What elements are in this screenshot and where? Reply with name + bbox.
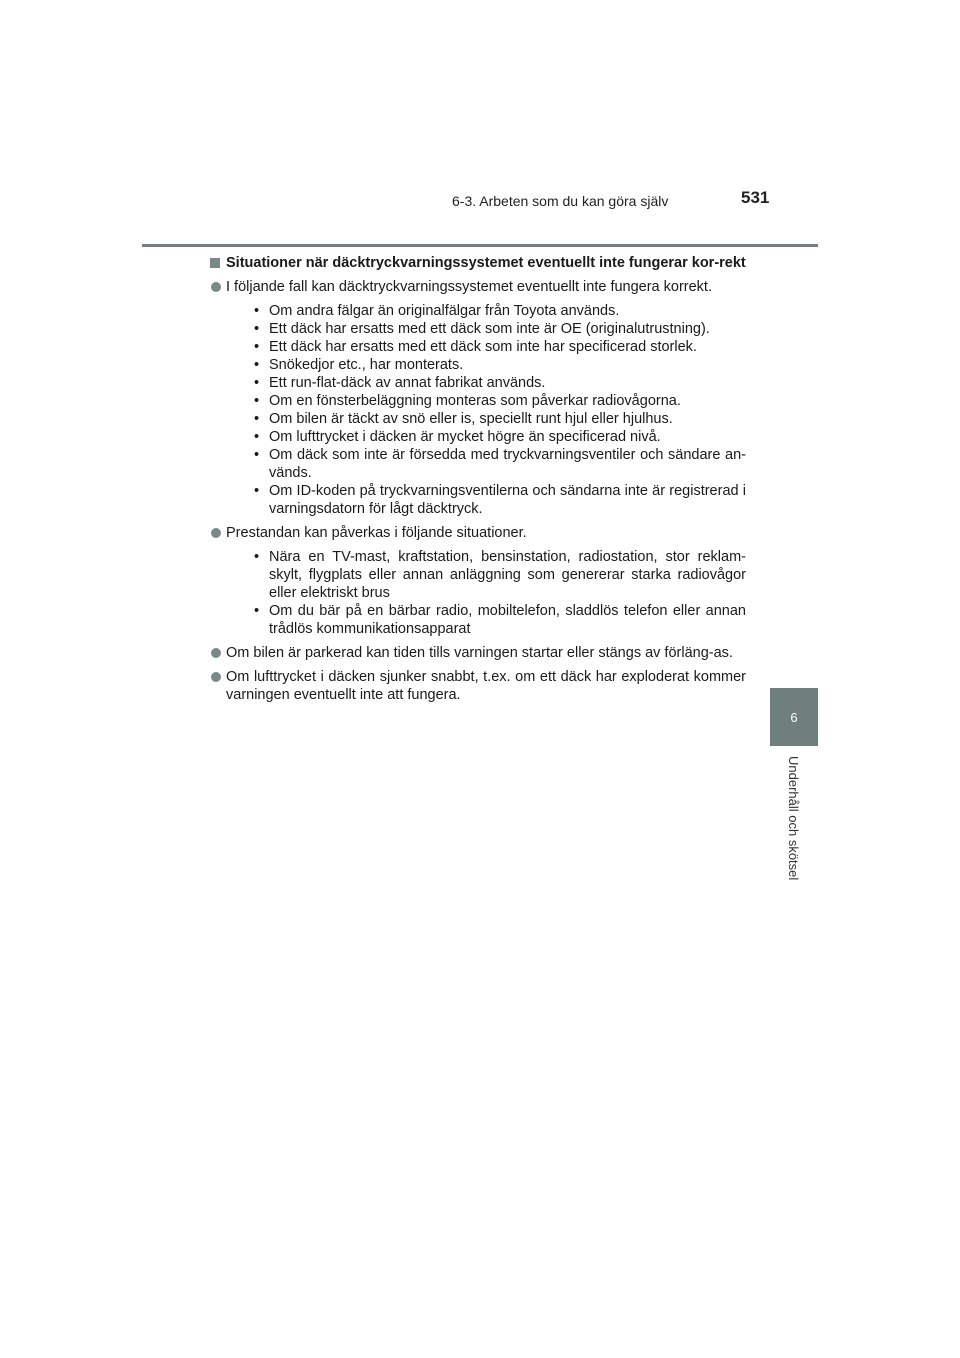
- dot-bullet-icon: •: [254, 303, 260, 319]
- sub-list-item: • Ett däck har ersatts med ett däck som inte har specificerad storlek.: [254, 339, 697, 355]
- dot-bullet-icon: •: [254, 357, 260, 373]
- circle-bullet-icon: [211, 282, 221, 292]
- circle-bullet-icon: [211, 648, 221, 658]
- list-item: [210, 644, 746, 662]
- sub-list-item: • Om bilen är täckt av snö eller is, speciellt runt hjul eller hjulhus.: [254, 411, 673, 427]
- circle-bullet-icon: [211, 672, 221, 682]
- chapter-tab: [770, 688, 818, 746]
- list-item: [210, 278, 746, 518]
- list-item: [210, 524, 746, 638]
- dot-bullet-icon: •: [254, 603, 260, 619]
- chapter-title: Underhåll och skötsel: [786, 756, 801, 881]
- sub-list-item: • Om en fönsterbeläggning monteras som påverkar radiovågorna.: [254, 393, 681, 409]
- section-heading: [210, 254, 746, 272]
- chapter-number: 6: [790, 709, 798, 725]
- sub-list-item: • Ett run-flat-däck av annat fabrikat används.: [254, 375, 546, 391]
- sub-list-item: • Om däck som inte är försedda med tryckvarningsventiler och sändare an-vänds.: [254, 447, 746, 481]
- sub-list: [226, 302, 746, 518]
- list-item-text: I följande fall kan däcktryckvarningssystemet eventuellt inte fungera korrekt.: [226, 279, 712, 295]
- sub-list-item: • Ett däck har ersatts med ett däck som inte är OE (originalutrustning).: [254, 321, 710, 337]
- dot-bullet-icon: •: [254, 321, 260, 337]
- sub-list-item: • Om andra fälgar än originalfälgar från Toyota används.: [254, 303, 620, 319]
- dot-bullet-icon: •: [254, 429, 260, 445]
- page-number: 531: [741, 188, 770, 207]
- section-heading-text: Situationer när däcktryckvarningssystemet eventuellt inte fungerar kor-rekt: [226, 255, 746, 271]
- dot-bullet-icon: •: [254, 483, 260, 499]
- sub-list-item: • Om ID-koden på tryckvarningsventilerna och sändarna inte är registrerad i varningsdatorn för lågt däcktryck.: [254, 483, 746, 517]
- section-title: 6-3. Arbeten som du kan göra själv: [452, 193, 669, 209]
- circle-bullet-icon: [211, 528, 221, 538]
- sub-list: [226, 548, 746, 638]
- header-divider: [142, 244, 818, 247]
- square-bullet-icon: [210, 258, 220, 268]
- list-item-text: Om bilen är parkerad kan tiden tills varningen startar eller stängs av förläng-as.: [226, 645, 733, 661]
- main-content: [210, 254, 746, 710]
- dot-bullet-icon: •: [254, 411, 260, 427]
- sub-list-item: • Nära en TV-mast, kraftstation, bensinstation, radiostation, stor reklam-skylt, flygplats eller annan anläggning som genererar starka radiovågor eller elektriskt brus: [254, 549, 746, 601]
- dot-bullet-icon: •: [254, 447, 260, 463]
- sub-list-item: • Om du bär på en bärbar radio, mobiltelefon, sladdlös telefon eller annan trådlös kommunikationsapparat: [254, 603, 746, 637]
- sub-list-item: • Snökedjor etc., har monterats.: [254, 357, 464, 373]
- dot-bullet-icon: •: [254, 393, 260, 409]
- list-item-text: Om lufttrycket i däcken sjunker snabbt, t.ex. om ett däck har exploderat kommer varningen eventuellt inte att fungera.: [226, 669, 746, 703]
- dot-bullet-icon: •: [254, 549, 260, 565]
- sub-list-item: • Om lufttrycket i däcken är mycket högre än specificerad nivå.: [254, 429, 661, 445]
- list-item: [210, 668, 746, 704]
- list-item-text: Prestandan kan påverkas i följande situationer.: [226, 525, 527, 541]
- dot-bullet-icon: •: [254, 375, 260, 391]
- dot-bullet-icon: •: [254, 339, 260, 355]
